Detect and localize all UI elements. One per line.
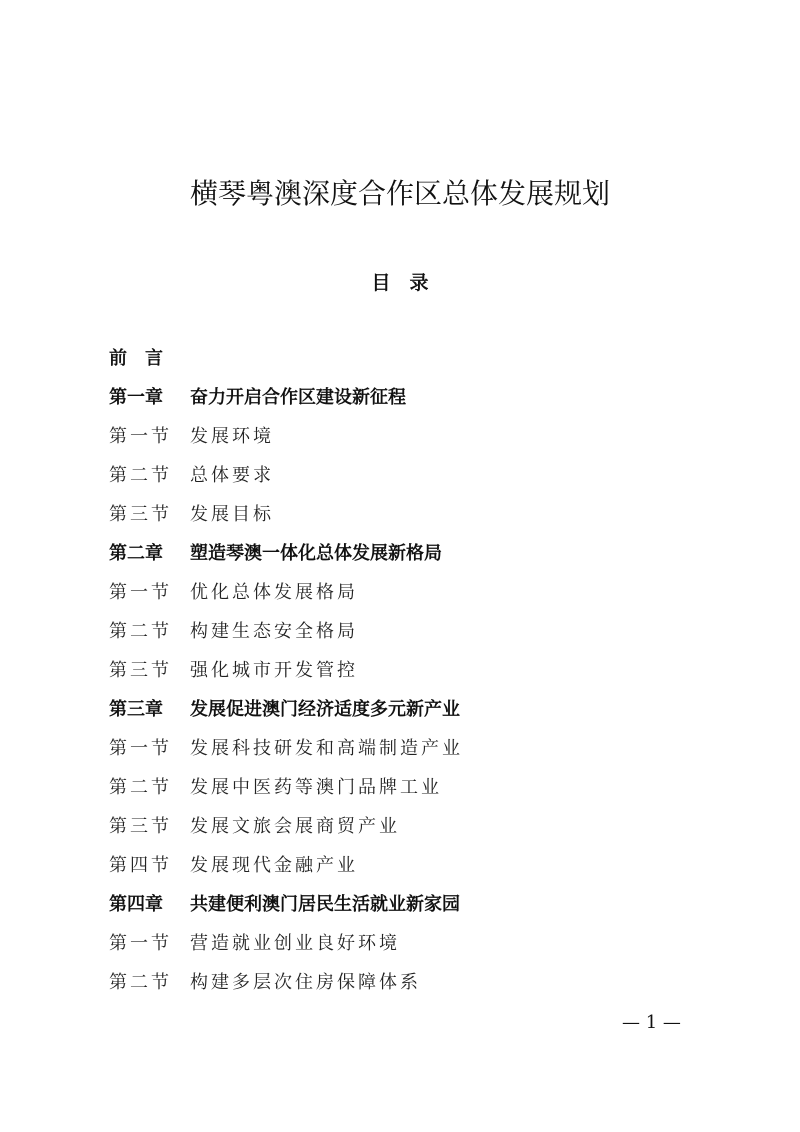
toc-entry-label: 第三节: [109, 660, 172, 681]
table-of-contents: [109, 345, 463, 1008]
toc-entry-text: 总体要求: [190, 465, 274, 486]
toc-entry-label: 第三章: [109, 699, 163, 720]
page-number: — 1 —: [622, 1012, 681, 1033]
toc-entry-label: 第四节: [109, 855, 172, 876]
toc-entry-text: 发展现代金融产业: [190, 855, 358, 876]
toc-entry-section[interactable]: [109, 618, 463, 657]
toc-entry-label: 第三节: [109, 504, 172, 525]
toc-entry-label: 第四章: [109, 894, 163, 915]
toc-entry-section[interactable]: [109, 852, 463, 891]
toc-entry-text: 发展环境: [190, 426, 274, 447]
document-title: 横琴粤澳深度合作区总体发展规划: [189, 177, 610, 210]
toc-entry-text: 发展科技研发和高端制造产业: [190, 738, 463, 759]
toc-entry-chapter[interactable]: [109, 384, 463, 423]
toc-entry-label: 第一节: [109, 426, 172, 447]
toc-entry-text: 发展文旅会展商贸产业: [190, 816, 400, 837]
toc-entry-text: 强化城市开发管控: [190, 660, 358, 681]
toc-entry-text: 发展中医药等澳门品牌工业: [190, 777, 442, 798]
toc-entry-label: 第二节: [109, 972, 172, 993]
toc-entry-chapter[interactable]: [109, 891, 463, 930]
toc-entry-section[interactable]: [109, 462, 463, 501]
toc-entry-text: 塑造琴澳一体化总体发展新格局: [190, 543, 442, 564]
toc-entry-chapter[interactable]: [109, 696, 463, 735]
toc-entry-text: 营造就业创业良好环境: [190, 933, 400, 954]
toc-entry-section[interactable]: [109, 501, 463, 540]
toc-entry-text: 构建生态安全格局: [190, 621, 358, 642]
toc-entry-label: 前 言: [109, 348, 163, 369]
toc-entry-text: 共建便利澳门居民生活就业新家园: [190, 894, 460, 915]
toc-heading: 目 录: [371, 272, 429, 294]
toc-entry-label: 第一节: [109, 582, 172, 603]
toc-entry-label: 第二章: [109, 543, 163, 564]
toc-entry-text: 优化总体发展格局: [190, 582, 358, 603]
toc-entry-section[interactable]: [109, 657, 463, 696]
toc-entry-label: 第三节: [109, 816, 172, 837]
toc-entry-label: 第一节: [109, 738, 172, 759]
toc-entry-section[interactable]: [109, 813, 463, 852]
toc-entry-section[interactable]: [109, 969, 463, 1008]
toc-entry-text: 发展促进澳门经济适度多元新产业: [190, 699, 460, 720]
toc-entry-section[interactable]: [109, 423, 463, 462]
toc-entry-label: 第二节: [109, 777, 172, 798]
toc-entry-chapter[interactable]: [109, 540, 463, 579]
toc-entry-preface[interactable]: [109, 345, 463, 384]
toc-entry-text: 发展目标: [190, 504, 274, 525]
toc-entry-section[interactable]: [109, 579, 463, 618]
toc-entry-label: 第一章: [109, 387, 163, 408]
toc-entry-label: 第一节: [109, 933, 172, 954]
toc-entry-text: 构建多层次住房保障体系: [190, 972, 421, 993]
toc-entry-section[interactable]: [109, 930, 463, 969]
toc-entry-text: 奋力开启合作区建设新征程: [190, 387, 406, 408]
toc-entry-section[interactable]: [109, 735, 463, 774]
toc-entry-label: 第二节: [109, 465, 172, 486]
toc-entry-label: 第二节: [109, 621, 172, 642]
toc-entry-section[interactable]: [109, 774, 463, 813]
